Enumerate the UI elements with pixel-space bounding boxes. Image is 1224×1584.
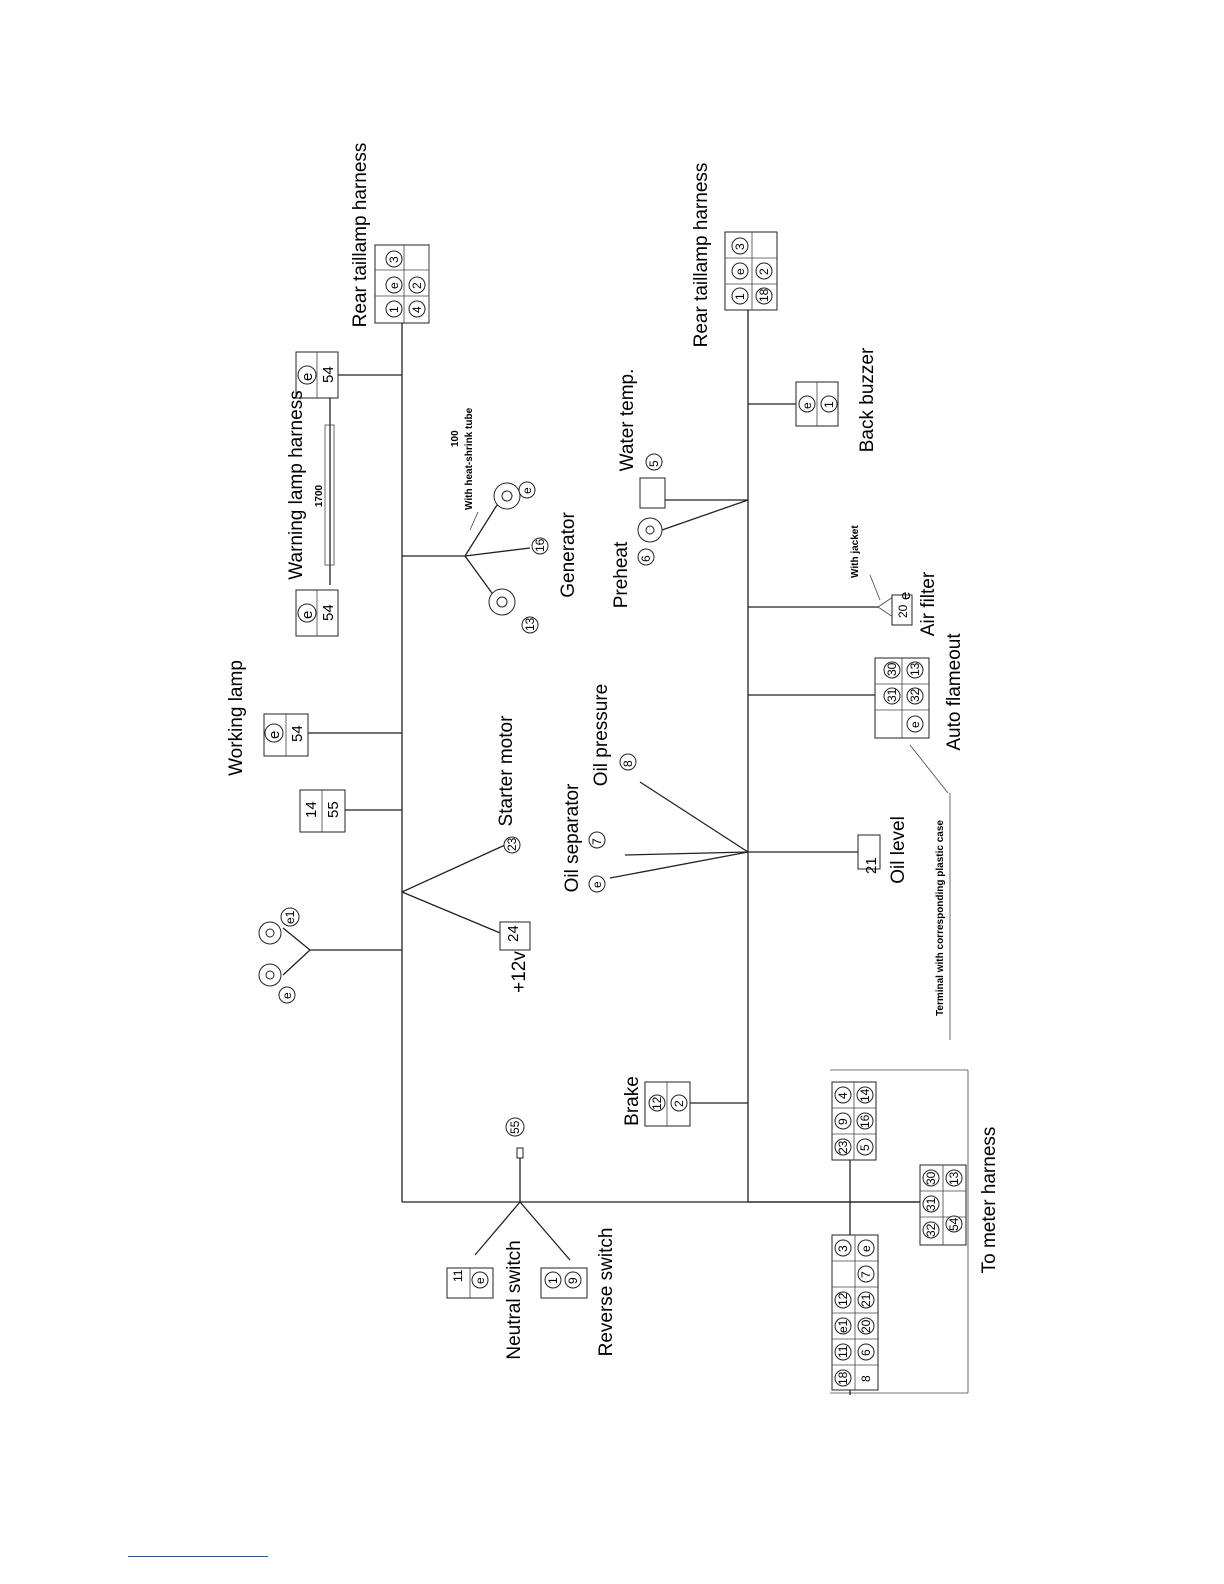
rear-taillamp-connector-top <box>350 143 429 328</box>
pin-label: e1 <box>283 910 297 924</box>
pin-label: 30 <box>885 662 899 676</box>
heat-shrink-length-label: 100 <box>450 430 461 447</box>
preheat-label: Preheat <box>611 541 632 609</box>
pin-label: 18 <box>757 288 771 302</box>
pin-label: 9 <box>836 1118 850 1125</box>
pin-label: 8 <box>621 760 635 767</box>
pin-label: 2 <box>410 282 424 289</box>
pin-label: 16 <box>533 538 547 552</box>
generator-label: Generator <box>558 512 579 598</box>
pin-label: 3 <box>733 243 747 250</box>
pin-label: e <box>299 372 316 381</box>
pin-label: 13 <box>523 617 537 631</box>
oil-sensors <box>562 684 748 893</box>
brake-label: Brake <box>622 1076 643 1126</box>
brake <box>622 1076 748 1126</box>
with-jacket-label: With jacket <box>850 525 861 578</box>
air-filter <box>748 525 939 637</box>
pin-label: 31 <box>885 688 899 702</box>
meter-harness <box>830 1070 1000 1395</box>
pin-label: 6 <box>639 555 653 562</box>
pin-label: 4 <box>836 1092 850 1099</box>
pin-label: e <box>387 282 401 289</box>
pin-label: e <box>733 268 747 275</box>
pin-label: e <box>590 881 604 888</box>
pin-label: e1 <box>836 1319 850 1333</box>
pin-label: 5 <box>858 1144 872 1151</box>
pin-label: 31 <box>924 1197 938 1211</box>
water-temp-preheat <box>611 369 748 609</box>
pin-label: 11 <box>836 1345 850 1358</box>
back-buzzer-label: Back buzzer <box>857 347 878 453</box>
pin-label: 30 <box>924 1171 938 1185</box>
back-buzzer <box>748 347 878 452</box>
pin-label: e <box>800 402 814 409</box>
pin-label: 20 <box>896 604 910 618</box>
oil-separator-label: Oil separator <box>562 783 583 893</box>
plus12v-label: +12v <box>509 951 530 993</box>
pin-label: 55 <box>325 801 342 818</box>
pin-label: 54 <box>320 366 337 383</box>
auto-flameout-label: Auto flameout <box>944 633 965 751</box>
pin-label: e <box>473 1277 487 1284</box>
pin-label: 7 <box>590 838 604 845</box>
rear-taillamp-harness-bottom-label: Rear taillamp harness <box>691 162 712 348</box>
warning-lamp-harness-label: Warning lamp harness <box>286 390 307 580</box>
oil-pressure-label: Oil pressure <box>591 683 612 787</box>
pin-label: 1 <box>387 306 401 313</box>
oil-level <box>748 793 950 1040</box>
length-1700-label: 1700 <box>314 484 325 508</box>
pin-label: 23 <box>836 1140 850 1154</box>
pin-label: 54 <box>320 604 337 621</box>
pin-label: 32 <box>924 1223 938 1237</box>
pin-label: e <box>859 1245 873 1252</box>
auto-flameout <box>748 633 965 793</box>
heat-shrink-label: With heat-shrink tube <box>464 407 475 510</box>
pin-label: 2 <box>672 1100 686 1107</box>
pin-label: 21 <box>859 1293 873 1307</box>
neutral-switch-label: Neutral switch <box>504 1240 525 1360</box>
neutral-reverse-switches <box>447 1118 617 1360</box>
pin-label: 14 <box>858 1088 872 1102</box>
working-lamp-label: Working lamp <box>226 660 247 776</box>
pin-label: e <box>908 721 922 728</box>
pin-label: 4 <box>410 306 424 313</box>
pin-label: 1 <box>822 401 836 408</box>
pin-label: 2 <box>757 268 771 275</box>
starter-motor-label: Starter motor <box>496 715 517 827</box>
pin-label: 54 <box>289 725 306 742</box>
pin-label: 32 <box>908 688 922 702</box>
pin-label: 20 <box>859 1319 873 1333</box>
pin-label: e <box>266 730 283 739</box>
pin-label: 16 <box>858 1114 872 1128</box>
pin-label: e <box>520 487 534 494</box>
pin-label: 13 <box>947 1171 961 1185</box>
pin-label: 8 <box>859 1375 873 1382</box>
pin-label: 9 <box>566 1277 580 1284</box>
pin-label: 1 <box>733 293 747 300</box>
oil-level-label: Oil level <box>888 816 909 884</box>
pin-label: 55 <box>508 1120 522 1134</box>
starter-motor <box>402 715 530 993</box>
pin-label: 3 <box>387 256 401 263</box>
rear-taillamp-connector-bottom <box>691 163 777 348</box>
pin-label: 7 <box>859 1271 873 1278</box>
pin-label: 3 <box>836 1245 850 1252</box>
pin-label: e <box>280 992 294 999</box>
water-temp-label: Water temp. <box>617 368 638 472</box>
pin-label: 11 <box>451 1269 465 1282</box>
reverse-switch-label: Reverse switch <box>596 1227 617 1357</box>
ground-lugs <box>259 908 402 1003</box>
pin-label: 1 <box>546 1277 560 1284</box>
pin-label: 54 <box>947 1217 961 1231</box>
pin-label: 13 <box>908 662 922 676</box>
pin-label: e <box>299 610 316 619</box>
pin-label: 12 <box>836 1292 850 1306</box>
to-meter-harness-label: To meter harness <box>979 1126 1000 1274</box>
pin-label: 5 <box>647 460 661 467</box>
terminal-note-label: Terminal with corresponding plastic case <box>935 820 946 1016</box>
warning-lamp-harness <box>286 352 402 636</box>
pin-label: 24 <box>505 925 522 942</box>
working-lamp <box>226 660 402 776</box>
pin-label: 18 <box>836 1371 850 1385</box>
pin-label: e <box>897 591 914 600</box>
pin-label: 12 <box>650 1096 664 1110</box>
air-filter-label: Air filter <box>918 571 939 637</box>
main-harness-trunk <box>402 278 965 1202</box>
rear-taillamp-harness-top-label: Rear taillamp harness <box>350 142 371 328</box>
pin-label: 14 <box>303 801 320 818</box>
pin-label: 6 <box>859 1349 873 1356</box>
generator <box>402 407 579 633</box>
pin-label: 23 <box>505 837 519 851</box>
footer-divider <box>128 1556 268 1557</box>
connector-14-55 <box>300 790 402 832</box>
pin-label: 21 <box>863 857 880 874</box>
